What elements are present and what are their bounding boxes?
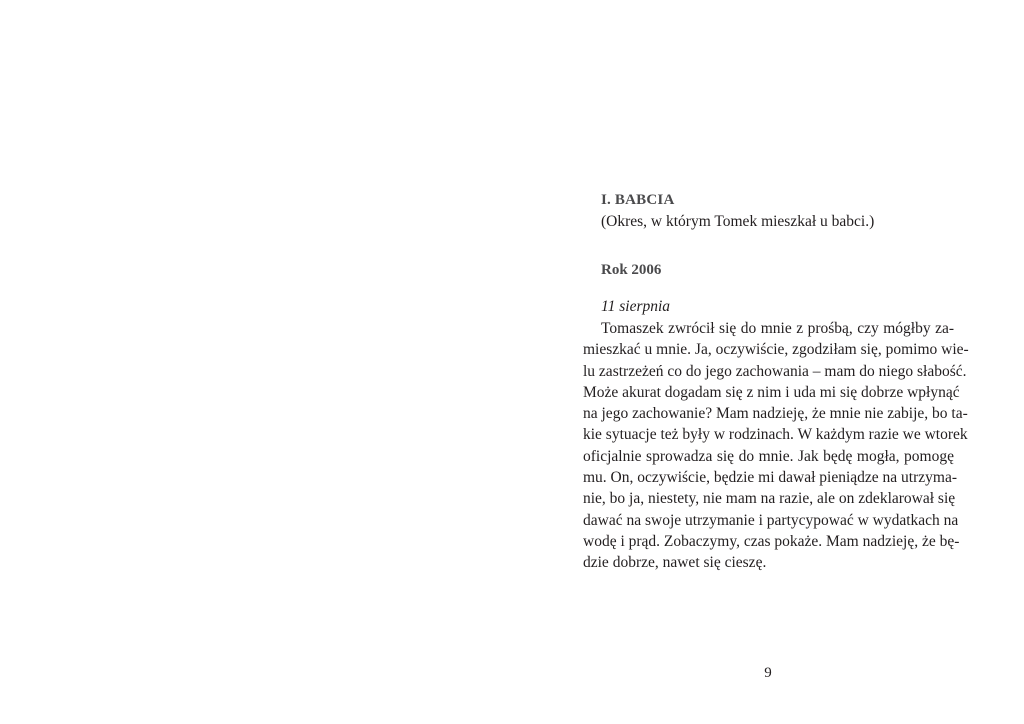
page-number-wrap (0, 665, 1024, 682)
body-line: mu. On, oczywiście, będzie mi dawał pieniądze na utrzyma- (583, 469, 958, 487)
body-line: oficjalnie sprowadza się do mnie. Jak będę mogła, pomogę (583, 447, 954, 465)
chapter-title: I. BABCIA (601, 192, 675, 208)
body-line: mieszkać u mnie. Ja, oczywiście, zgodziłam się, pomimo wie- (583, 341, 969, 359)
body-line: nie, bo ja, niestety, nie mam na razie, ale on zdeklarował się (583, 490, 956, 508)
body-line: wodę i prąd. Zobaczymy, czas pokaże. Mam nadzieję, że bę- (583, 532, 960, 550)
body-line: Tomaszek zwrócił się do mnie z prośbą, czy mógłby za- (601, 320, 954, 337)
body-line: dzie dobrze, nawet się cieszę. (583, 554, 767, 572)
body-line: lu zastrzeżeń co do jego zachowania – mam do niego słabość. (583, 362, 967, 380)
page-number: 9 (764, 665, 772, 681)
body-line: kie sytuacje też były w rodzinach. W każdym razie we wtorek (583, 426, 968, 444)
entry-body (583, 318, 969, 574)
body-line: Może akurat dogadam się z nim i uda mi się dobrze wpłynąć (583, 383, 960, 401)
body-line: na jego zachowanie? Mam nadzieję, że mnie nie zabije, bo ta- (583, 405, 968, 423)
entry-date: 11 sierpnia (601, 298, 671, 315)
chapter-subtitle: (Okres, w którym Tomek mieszkał u babci.) (601, 213, 875, 230)
body-line: dawać na swoje utrzymanie i partycypować w wydatkach na (583, 511, 959, 529)
year-heading: Rok 2006 (601, 262, 662, 278)
